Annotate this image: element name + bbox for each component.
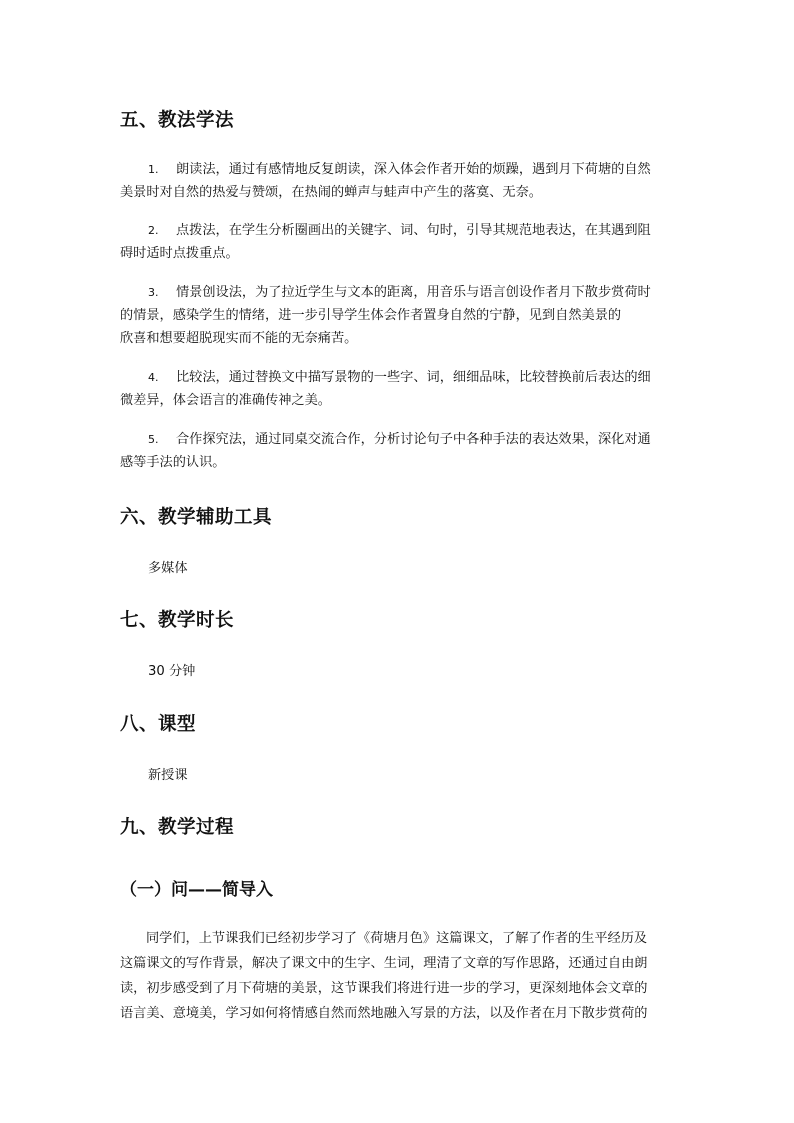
method-number: 4. [148,371,159,384]
method-item-4 [120,366,680,412]
method-number: 2. [148,224,159,237]
method-line: 朗读法，通过有感情地反复朗读，深入体会作者开始的烦躁，遇到月下荷塘的自然 [176,162,651,177]
method-item-2 [120,219,680,265]
method-number: 3. [148,286,159,299]
section-six-body: 多媒体 [148,561,188,576]
section-six-heading: 六、教学辅助工具 [120,507,273,528]
method-line: 的情景，感染学生的情绪，进一步引导学生体会作者置身自然的宁静，见到自然美景的 [120,308,622,323]
method-item-1 [120,158,680,204]
method-number: 1. [148,163,159,176]
method-line: 合作探究法，通过同桌交流合作，分析讨论句子中各种手法的表达效果，深化对通 [176,432,651,447]
method-item-3 [120,281,680,350]
subsection-heading: （一）问——简导入 [120,880,273,900]
method-line: 欣喜和想要超脱现实而不能的无奈痛苦。 [120,331,358,346]
method-line: 情景创设法，为了拉近学生与文本的距离，用音乐与语言创设作者月下散步赏荷时 [176,285,651,300]
method-line: 美景时对自然的热爱与赞颂，在热闹的蝉声与蛙声中产生的落寞、无奈。 [120,185,542,200]
section-eight-body: 新授课 [148,768,188,783]
paragraph-line: 读，初步感受到了月下荷塘的美景，这节课我们将进行进一步的学习，更深刻地体会文章的 [120,981,648,996]
section-five-heading: 五、教法学法 [120,110,235,131]
method-line: 比较法，通过替换文中描写景物的一些字、词，细细品味，比较替换前后表达的细 [176,370,651,385]
paragraph-line: 这篇课文的写作背景，解决了课文中的生字、生词，理清了文章的写作思路，还通过自由朗 [120,956,648,971]
method-line: 点拨法，在学生分析圈画出的关键字、词、句时，引导其规范地表达，在其遇到阻 [176,223,651,238]
paragraph-line: 语言美、意境美，学习如何将情感自然而然地融入写景的方法，以及作者在月下散步赏荷的 [120,1006,648,1021]
section-nine-heading: 九、教学过程 [120,817,235,838]
method-line: 碍时适时点拨重点。 [120,246,239,261]
method-line: 感等手法的认识。 [120,455,226,470]
method-item-5 [120,428,680,474]
method-number: 5. [148,433,159,446]
section-seven-body: 30 分钟 [148,664,196,679]
section-seven-heading: 七、教学时长 [120,610,235,631]
section-eight-heading: 八、课型 [120,714,197,735]
subsection-paragraph [120,926,680,1026]
paragraph-line: 同学们，上节课我们已经初步学习了《荷塘月色》这篇课文，了解了作者的生平经历及 [146,931,648,946]
method-line: 微差异，体会语言的准确传神之美。 [120,393,331,408]
